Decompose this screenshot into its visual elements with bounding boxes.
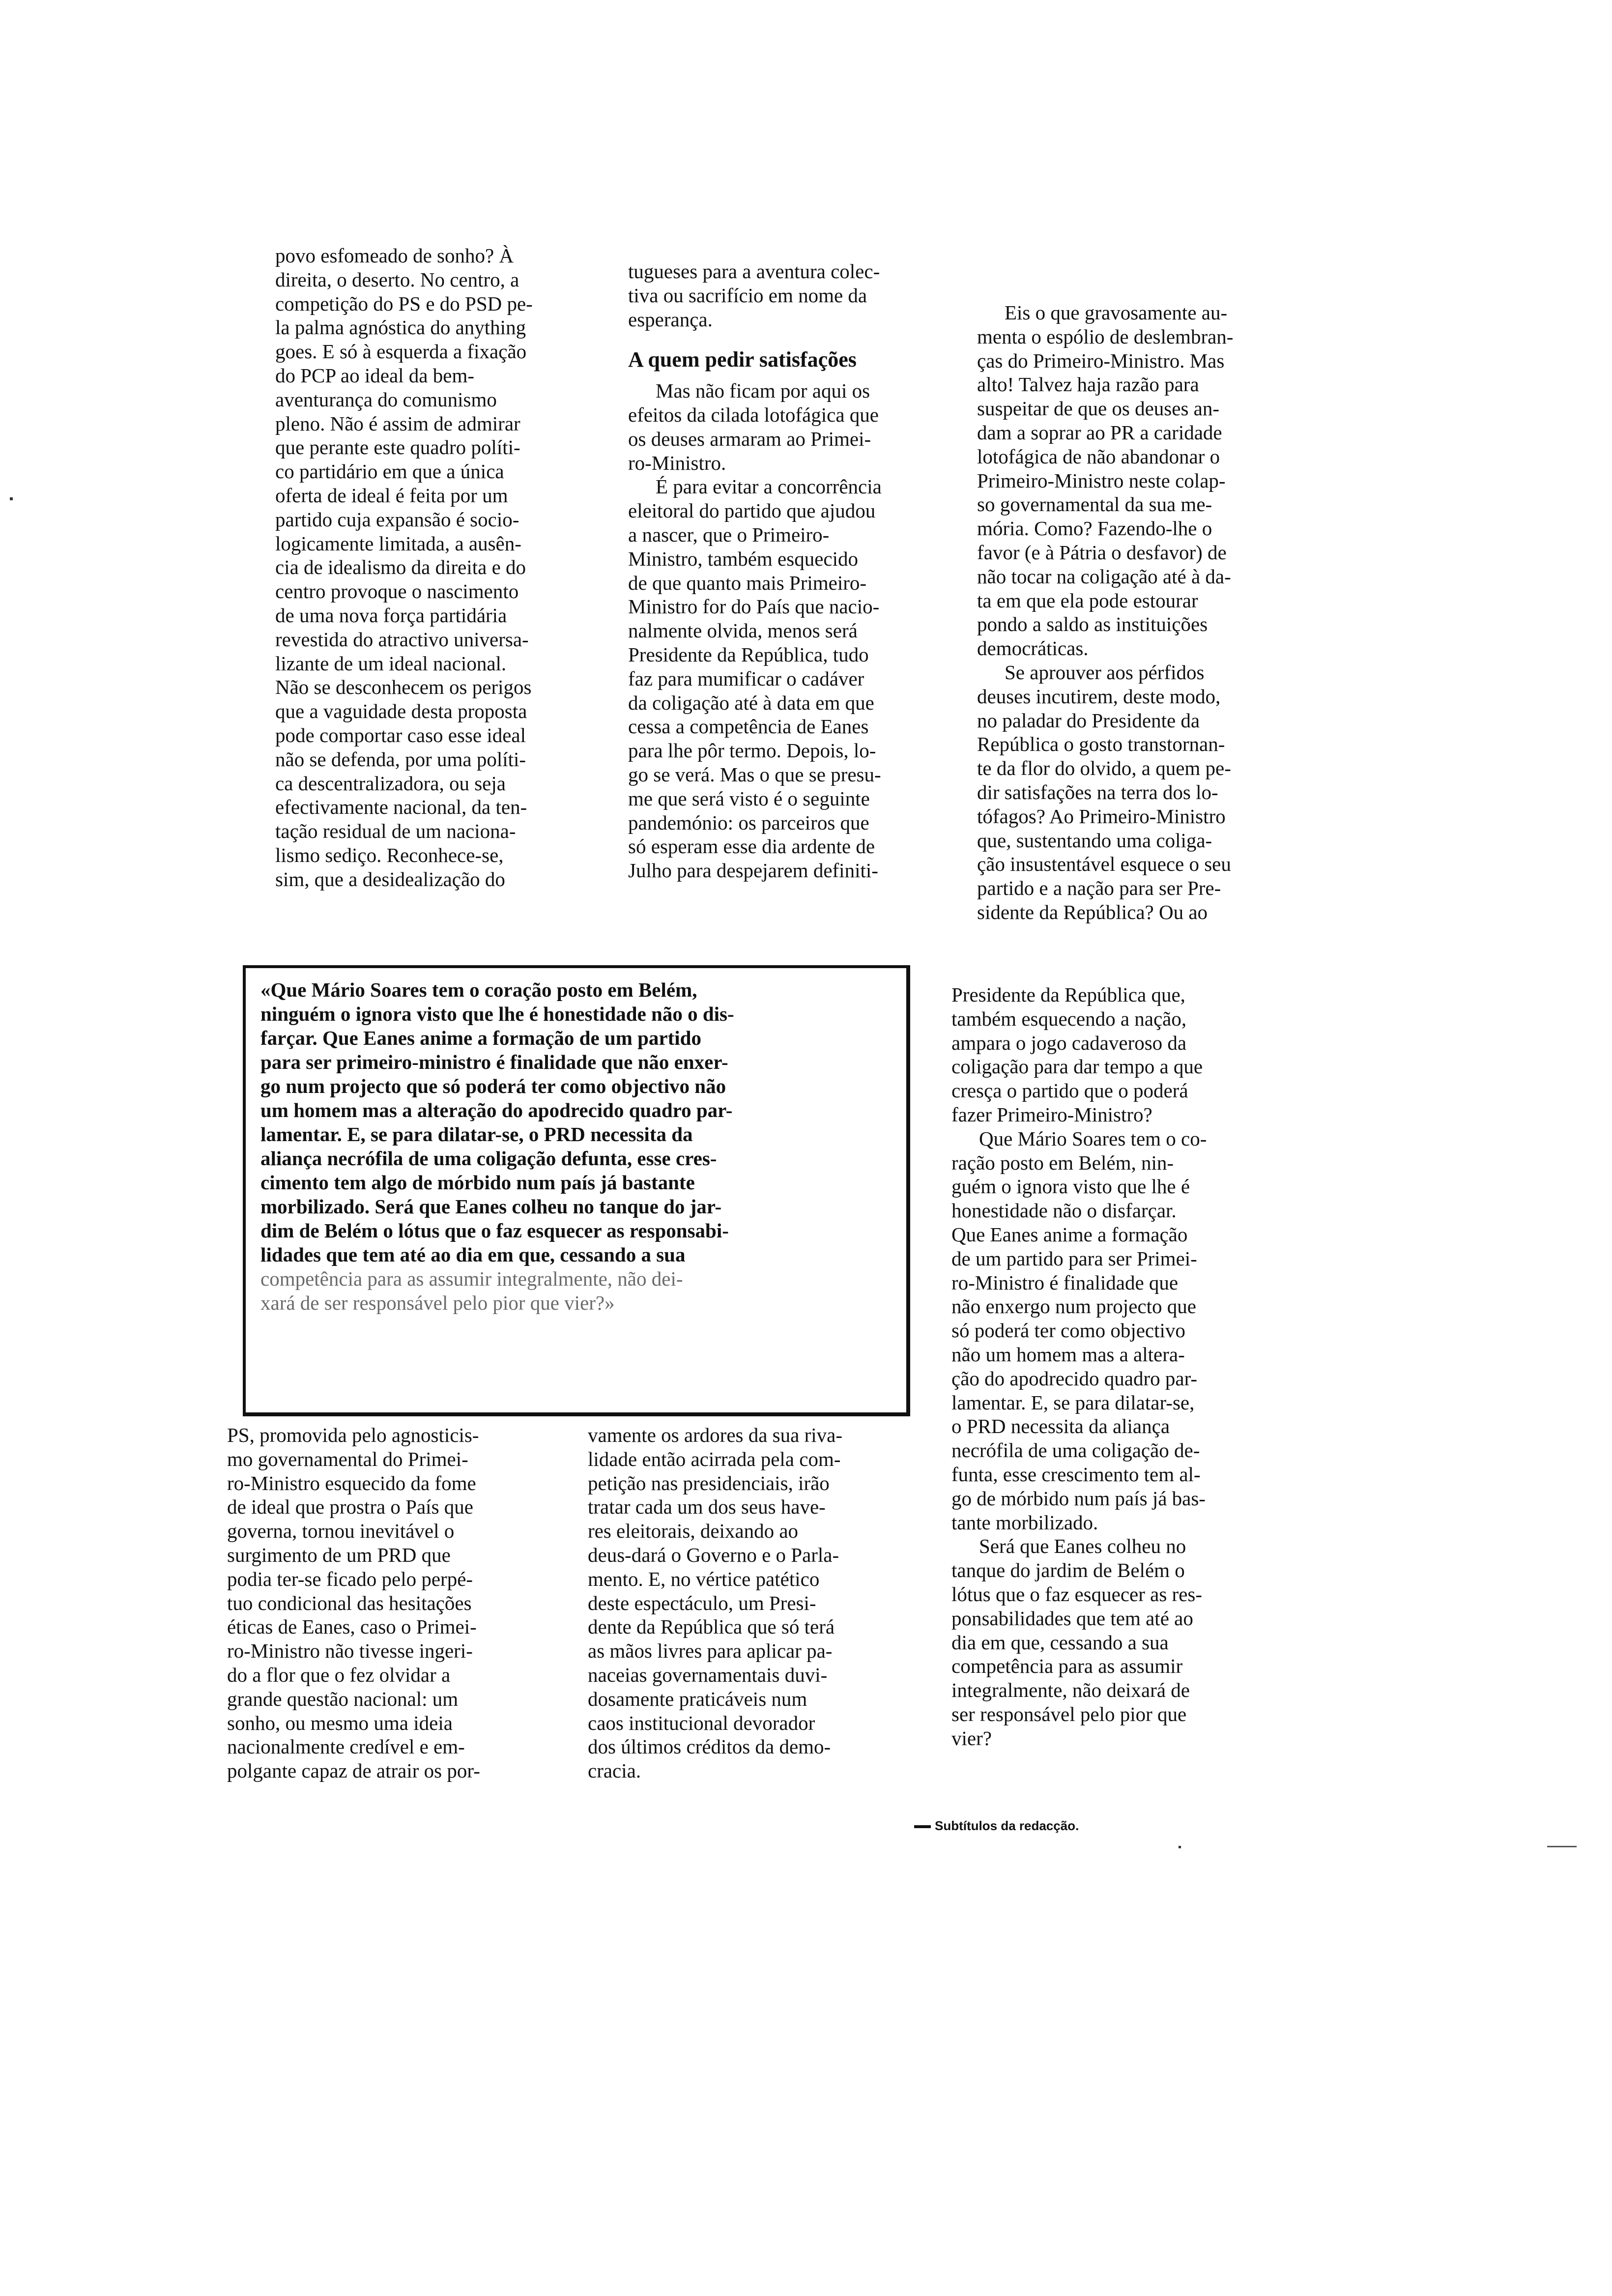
text-line: para ser primeiro-ministro é finalidade que não enxer- bbox=[260, 1051, 728, 1073]
text-line: não enxergo num projecto que bbox=[951, 1295, 1196, 1318]
text-line: so governamental da sua me- bbox=[977, 493, 1212, 516]
text-line: Presidente da República que, bbox=[951, 983, 1185, 1006]
text-line: necrófila de uma coligação de- bbox=[951, 1439, 1200, 1462]
text-line: o PRD necessita da aliança bbox=[951, 1415, 1170, 1438]
text-line: la palma agnóstica do anything bbox=[275, 316, 526, 339]
text-line: só poderá ter como objectivo bbox=[951, 1319, 1185, 1342]
text-line: no paladar do Presidente da bbox=[977, 709, 1200, 732]
text-line: a nascer, que o Primeiro- bbox=[628, 523, 830, 546]
text-line: para lhe pôr termo. Depois, lo- bbox=[628, 739, 876, 762]
text-line: pleno. Não é assim de admirar bbox=[275, 412, 520, 435]
text-line: alto! Talvez haja razão para bbox=[977, 373, 1199, 396]
text-line: tanque do jardim de Belém o bbox=[951, 1559, 1185, 1582]
column-3-paragraph-1 bbox=[977, 301, 1233, 660]
text-line: vier? bbox=[951, 1726, 992, 1750]
article-column-5 bbox=[588, 1423, 842, 1783]
text-line: me que será visto é o seguinte bbox=[628, 787, 870, 810]
text-line: ponsabilidades que tem até ao bbox=[951, 1607, 1193, 1630]
text-line: dente da República que só terá bbox=[588, 1615, 835, 1638]
text-line: ção insustentável esquece o seu bbox=[977, 853, 1231, 876]
text-line: mento. E, no vértice patético bbox=[588, 1567, 820, 1590]
text-line: suspeitar de que os deuses an- bbox=[977, 397, 1220, 420]
dash-icon bbox=[914, 1825, 931, 1828]
text-line: um homem mas a alteração do apodrecido quadro par- bbox=[260, 1099, 733, 1121]
text-line: petição nas presidenciais, irão bbox=[588, 1471, 830, 1494]
column-3-paragraph-4 bbox=[951, 1127, 1207, 1535]
text-line: menta o espólio de deslembran- bbox=[977, 325, 1234, 348]
text-line: guém o ignora visto que lhe é bbox=[951, 1175, 1190, 1198]
text-line: efectivamente nacional, da ten- bbox=[275, 796, 527, 819]
text-line: eleitoral do partido que ajudou bbox=[628, 499, 876, 522]
text-line: do a flor que o fez olvidar a bbox=[227, 1663, 451, 1686]
text-line: ser responsável pelo pior que bbox=[951, 1702, 1187, 1725]
text-line: pandemónio: os parceiros que bbox=[628, 811, 869, 834]
text-line: logicamente limitada, a ausên- bbox=[275, 532, 521, 555]
text-line: ro-Ministro é finalidade que bbox=[951, 1271, 1179, 1294]
text-line: ta em que ela pode estourar bbox=[977, 589, 1198, 612]
text-line: não tocar na coligação até à da- bbox=[977, 565, 1231, 588]
text-line: do PCP ao ideal da bem- bbox=[275, 364, 474, 387]
text-line: ninguém o ignora visto que lhe é honestidade não o dis- bbox=[260, 1003, 734, 1025]
text-line: ca descentralizadora, ou seja bbox=[275, 772, 506, 795]
text-line: Ministro, também esquecido bbox=[628, 547, 858, 570]
text-line: tação residual de um naciona- bbox=[275, 820, 516, 843]
text-line: governa, tornou inevitável o bbox=[227, 1520, 455, 1543]
text-line: sonho, ou mesmo uma ideia bbox=[227, 1711, 453, 1734]
text-line: Não se desconhecem os perigos bbox=[275, 676, 532, 699]
text-line: co partidário em que a única bbox=[275, 460, 504, 483]
text-line: lótus que o faz esquecer as res- bbox=[951, 1582, 1202, 1606]
text-line: esperança. bbox=[628, 308, 713, 331]
text-line: lotofágica de não abandonar o bbox=[977, 445, 1220, 468]
text-line: tugueses para a aventura colec- bbox=[628, 260, 880, 283]
text-line: tante morbilizado. bbox=[951, 1511, 1098, 1534]
text-line: surgimento de um PRD que bbox=[227, 1543, 451, 1566]
text-line: dam a soprar ao PR a caridade bbox=[977, 421, 1222, 444]
text-line: deste espectáculo, um Presi- bbox=[588, 1591, 816, 1614]
scan-speck bbox=[1547, 1846, 1577, 1847]
text-line: lismo sediço. Reconhece-se, bbox=[275, 843, 504, 866]
text-line: mo governamental do Primei- bbox=[227, 1447, 468, 1470]
pull-quote-text bbox=[260, 978, 734, 1315]
text-line: podia ter-se ficado pelo perpé- bbox=[227, 1567, 473, 1590]
text-line: cessa a competência de Eanes bbox=[628, 715, 869, 738]
text-line: go de mórbido num país já bas- bbox=[951, 1487, 1206, 1510]
text-line: tiva ou sacrifício em nome da bbox=[628, 284, 867, 307]
text-line: lidade então acirrada pela com- bbox=[588, 1447, 841, 1470]
text-line: cimento tem algo de mórbido num país já bastante bbox=[260, 1171, 695, 1194]
text-line: competência para as assumir integralmente, não dei- bbox=[260, 1267, 683, 1290]
text-line: res eleitorais, deixando ao bbox=[588, 1520, 799, 1543]
text-line: farçar. Que Eanes anime a formação de um partido bbox=[260, 1027, 701, 1049]
text-line: goes. E só à esquerda a fixação bbox=[275, 340, 527, 363]
text-line: os deuses armaram ao Primei- bbox=[628, 427, 871, 450]
text-line: funta, esse crescimento tem al- bbox=[951, 1463, 1201, 1486]
column-2-intro bbox=[628, 259, 882, 331]
text-line: de que quanto mais Primeiro- bbox=[628, 571, 867, 594]
article-column-3 bbox=[977, 301, 1233, 924]
scan-speck bbox=[10, 497, 13, 500]
scan-speck bbox=[1179, 1846, 1181, 1848]
text-line: éticas de Eanes, caso o Primei- bbox=[227, 1615, 477, 1638]
text-line: sidente da República? Ou ao bbox=[977, 900, 1208, 923]
text-line: efeitos da cilada lotofágica que bbox=[628, 403, 879, 426]
text-line: Presidente da República, tudo bbox=[628, 643, 869, 666]
text-line: que a vaguidade desta proposta bbox=[275, 700, 527, 723]
text-line: dir satisfações na terra dos lo- bbox=[977, 780, 1218, 804]
text-line: oferta de ideal é feita por um bbox=[275, 484, 508, 507]
text-line: não se defenda, por uma políti- bbox=[275, 747, 526, 771]
text-line: nacionalmente credível e em- bbox=[227, 1735, 465, 1758]
column-3-paragraph-3 bbox=[951, 983, 1207, 1127]
text-line: democráticas. bbox=[977, 637, 1089, 660]
text-line: cia de idealismo da direita e do bbox=[275, 556, 526, 579]
text-line: Mas não ficam por aqui os bbox=[656, 379, 870, 402]
text-line: Eis o que gravosamente au- bbox=[1005, 301, 1228, 324]
footnote-text: Subtítulos da redacção. bbox=[935, 1818, 1079, 1833]
text-line: vamente os ardores da sua riva- bbox=[588, 1424, 842, 1446]
text-line: dia em que, cessando a sua bbox=[951, 1631, 1169, 1654]
text-line: Julho para despejarem definiti- bbox=[628, 859, 878, 882]
column-3-paragraph-2 bbox=[977, 660, 1233, 924]
text-line: da coligação até à data em que bbox=[628, 691, 874, 714]
text-line: sim, que a desidealização do bbox=[275, 867, 505, 890]
text-line: ração posto em Belém, nin- bbox=[951, 1151, 1174, 1174]
text-line: deus-dará o Governo e o Parla- bbox=[588, 1543, 839, 1566]
text-line: só esperam esse dia ardente de bbox=[628, 835, 875, 858]
article-column-2 bbox=[628, 259, 882, 883]
text-line: ro-Ministro. bbox=[628, 451, 726, 474]
text-line: também esquecendo a nação, bbox=[951, 1007, 1187, 1030]
text-line: de ideal que prostra o País que bbox=[227, 1495, 473, 1519]
text-line: morbilizado. Será que Eanes colheu no tanque do jar- bbox=[260, 1195, 722, 1218]
text-line: não um homem mas a altera- bbox=[951, 1343, 1185, 1366]
text-line: nalmente olvida, menos será bbox=[628, 619, 858, 642]
text-line: aliança necrófila de uma coligação defunta, esse cres- bbox=[260, 1147, 717, 1170]
text-line: cracia. bbox=[588, 1759, 641, 1782]
text-line: naceias governamentais duvi- bbox=[588, 1663, 828, 1686]
text-line: povo esfomeado de sonho? À bbox=[275, 244, 514, 267]
text-line: Que Mário Soares tem o co- bbox=[979, 1127, 1207, 1150]
text-line: grande questão nacional: um bbox=[227, 1687, 459, 1710]
text-line: Primeiro-Ministro neste colap- bbox=[977, 469, 1226, 492]
text-line: tófagos? Ao Primeiro-Ministro bbox=[977, 804, 1226, 828]
text-line: República o gosto transtornan- bbox=[977, 733, 1225, 756]
text-line: mória. Como? Fazendo-lhe o bbox=[977, 517, 1212, 540]
text-line: tratar cada um dos seus have- bbox=[588, 1495, 826, 1519]
section-subheading: A quem pedir satisfações bbox=[628, 347, 857, 372]
text-line: fazer Primeiro-Ministro? bbox=[951, 1103, 1152, 1126]
column-2-paragraph-2 bbox=[628, 475, 882, 883]
text-line: competência para as assumir bbox=[951, 1655, 1183, 1678]
text-line: que perante este quadro políti- bbox=[275, 436, 520, 459]
text-line: partido e a nação para ser Pre- bbox=[977, 877, 1221, 900]
text-line: dim de Belém o lótus que o faz esquecer as responsabi- bbox=[260, 1219, 729, 1242]
text-line: Ministro for do País que nacio- bbox=[628, 595, 880, 618]
text-line: partido cuja expansão é socio- bbox=[275, 508, 519, 531]
text-line: as mãos livres para aplicar pa- bbox=[588, 1639, 833, 1663]
text-line: cresça o partido que o poderá bbox=[951, 1079, 1188, 1102]
article-column-1 bbox=[275, 244, 533, 891]
text-line: pode comportar caso esse ideal bbox=[275, 723, 526, 746]
text-line: ro-Ministro não tivesse ingeri- bbox=[227, 1639, 473, 1663]
text-line: pondo a saldo as instituições bbox=[977, 613, 1208, 636]
text-line: caos institucional devorador bbox=[588, 1711, 815, 1734]
article-column-3-continued bbox=[951, 983, 1207, 1751]
text-line: «Que Mário Soares tem o coração posto em Belém, bbox=[260, 978, 697, 1001]
text-line: lizante de um ideal nacional. bbox=[275, 652, 507, 675]
text-line: favor (e à Pátria o desfavor) de bbox=[977, 541, 1227, 564]
text-line: que, sustentando uma coliga- bbox=[977, 829, 1212, 852]
text-line: lamentar. E, se para dilatar-se, o PRD necessita da bbox=[260, 1123, 693, 1146]
text-line: integralmente, não deixará de bbox=[951, 1679, 1190, 1702]
text-line: aventurança do comunismo bbox=[275, 388, 497, 411]
footnote bbox=[914, 1818, 1079, 1834]
column-2-paragraph-1 bbox=[628, 379, 882, 475]
text-line: Que Eanes anime a formação bbox=[951, 1223, 1188, 1246]
text-line: centro provoque o nascimento bbox=[275, 580, 519, 603]
column-3-paragraph-5 bbox=[951, 1534, 1207, 1750]
text-line: tuo condicional das hesitações bbox=[227, 1591, 472, 1614]
text-line: go se verá. Mas o que se presu- bbox=[628, 763, 881, 786]
text-line: xará de ser responsável pelo pior que vier?» bbox=[260, 1292, 615, 1314]
text-line: lamentar. E, se para dilatar-se, bbox=[951, 1391, 1195, 1414]
text-line: direita, o deserto. No centro, a bbox=[275, 268, 519, 291]
text-line: ro-Ministro esquecido da fome bbox=[227, 1471, 476, 1494]
text-line: Se aprouver aos pérfidos bbox=[1005, 660, 1205, 684]
text-line: faz para mumificar o cadáver bbox=[628, 667, 864, 690]
text-line: te da flor do olvido, a quem pe- bbox=[977, 757, 1231, 780]
text-line: de um partido para ser Primei- bbox=[951, 1247, 1197, 1270]
text-line: deuses incutirem, deste modo, bbox=[977, 685, 1221, 708]
text-line: Será que Eanes colheu no bbox=[979, 1535, 1186, 1558]
text-line: polgante capaz de atrair os por- bbox=[227, 1759, 480, 1782]
text-line: go num projecto que só poderá ter como objectivo não bbox=[260, 1075, 726, 1097]
text-line: ampara o jogo cadaveroso da bbox=[951, 1031, 1187, 1054]
pull-quote-box bbox=[243, 965, 910, 1416]
text-line: revestida do atractivo universa- bbox=[275, 628, 529, 651]
text-line: honestidade não o disfarçar. bbox=[951, 1199, 1177, 1222]
text-line: É para evitar a concorrência bbox=[656, 475, 882, 498]
text-line: lidades que tem até ao dia em que, cessando a sua bbox=[260, 1243, 686, 1266]
text-line: de uma nova força partidária bbox=[275, 603, 507, 627]
text-line: ção do apodrecido quadro par- bbox=[951, 1367, 1198, 1390]
text-line: coligação para dar tempo a que bbox=[951, 1055, 1203, 1078]
text-line: ças do Primeiro-Ministro. Mas bbox=[977, 349, 1225, 372]
article-column-4 bbox=[227, 1423, 480, 1783]
text-line: dosamente praticáveis num bbox=[588, 1687, 807, 1710]
text-line: dos últimos créditos da demo- bbox=[588, 1735, 831, 1758]
text-line: PS, promovida pelo agnosticis- bbox=[227, 1424, 479, 1446]
text-line: competição do PS e do PSD pe- bbox=[275, 292, 533, 315]
